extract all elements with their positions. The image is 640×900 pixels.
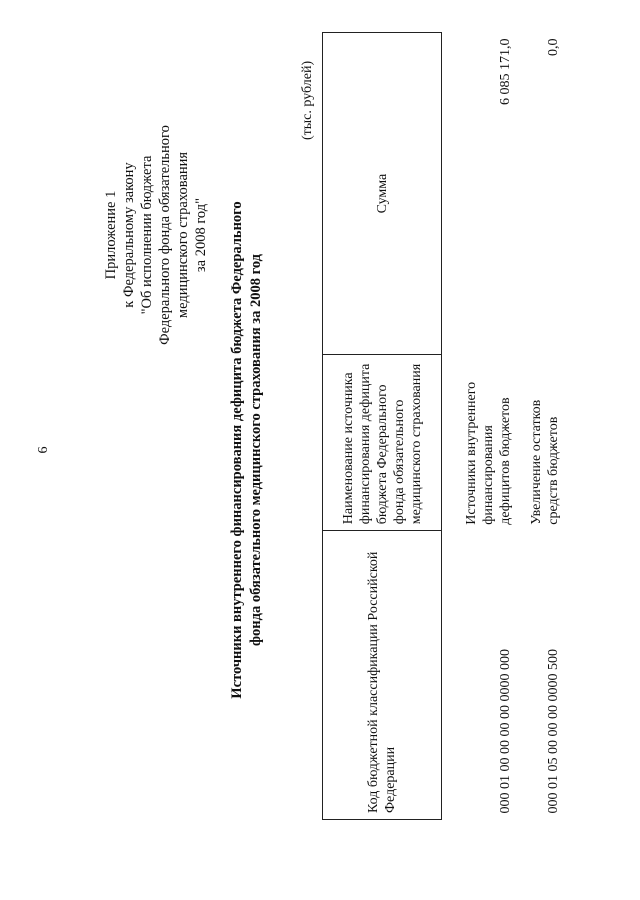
row-code: 000 01 00 00 00 00 0000 000 xyxy=(498,649,513,814)
header-amount: Сумма xyxy=(323,33,442,355)
document-title xyxy=(228,0,266,900)
appendix-header xyxy=(102,55,210,415)
title-line: Источники внутреннего финансирования дефицита бюджета Федерального xyxy=(229,201,245,699)
row-code: 000 01 05 00 00 00 0000 500 xyxy=(546,649,561,814)
appendix-line: Приложение 1 xyxy=(103,190,119,280)
appendix-line: "Об исполнении бюджета xyxy=(139,155,155,315)
header-name: Наименование источника финансирования дефицита бюджета Федерального фонда обязательного медицинского страхования xyxy=(323,355,442,531)
appendix-line: к Федеральному закону xyxy=(121,162,137,308)
financing-sources-table xyxy=(322,32,562,820)
table-header-row xyxy=(323,33,442,820)
appendix-line: за 2008 год" xyxy=(193,197,209,273)
page-number: 6 xyxy=(36,446,51,454)
table-row xyxy=(514,33,562,820)
table-row xyxy=(442,33,515,820)
row-name: Увеличение остатков средств бюджетов xyxy=(529,399,561,525)
units-label: (тыс. рублей) xyxy=(300,60,315,140)
row-name: Источники внутреннего финансирования дефицитов бюджетов xyxy=(464,381,513,525)
header-code: Код бюджетной классификации Российской Федерации xyxy=(323,531,442,820)
appendix-line: Федерального фонда обязательного xyxy=(157,125,173,345)
title-line: фонда обязательного медицинского страхования за 2008 год xyxy=(248,253,264,647)
row-amount: 0,0 xyxy=(546,38,561,56)
row-amount: 6 085 171,0 xyxy=(498,38,513,105)
appendix-line: медицинского страхования xyxy=(175,151,191,319)
